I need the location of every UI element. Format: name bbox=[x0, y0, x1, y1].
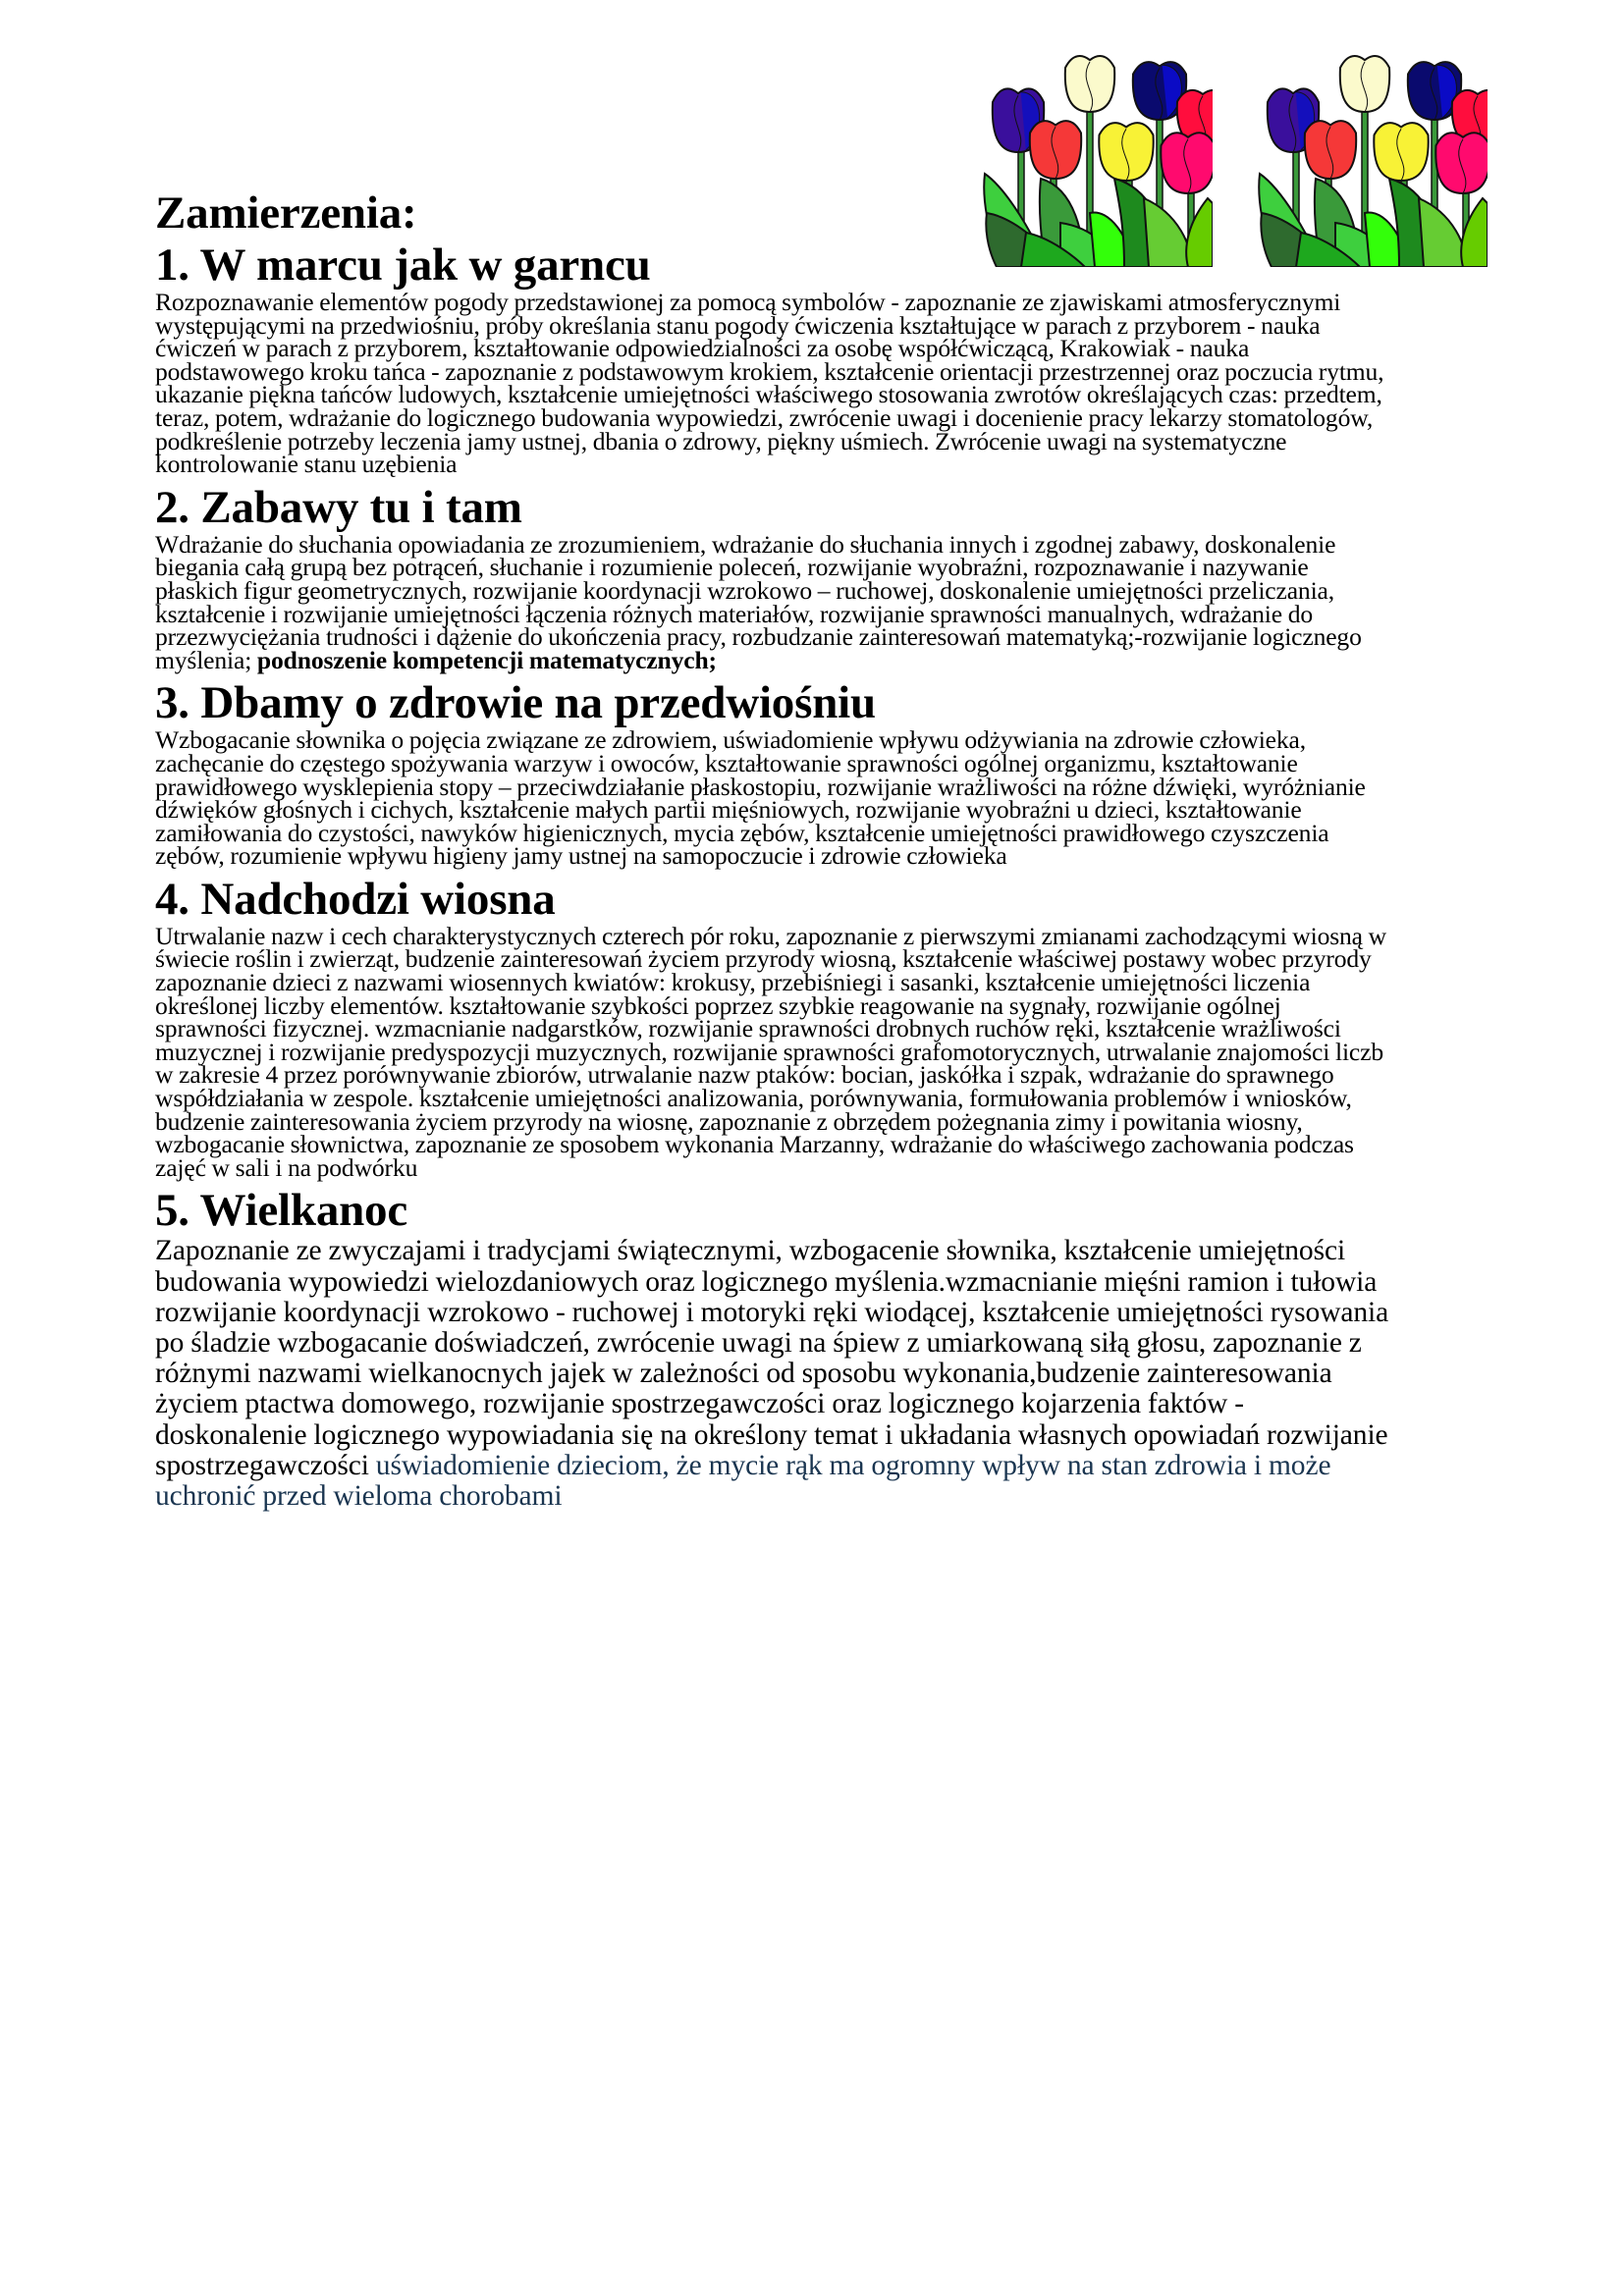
section-5 bbox=[155, 1185, 1392, 1512]
tulip-yellow bbox=[1099, 123, 1153, 181]
section-heading: 2. Zabawy tu i tam bbox=[155, 481, 522, 533]
section-body-bold: podnoszenie kompetencji matematycznych; bbox=[256, 645, 717, 674]
tulip-pink bbox=[1161, 133, 1213, 193]
leaf bbox=[1419, 198, 1466, 267]
section-heading: 5. Wielkanoc bbox=[155, 1185, 408, 1237]
tulip-pink bbox=[1435, 133, 1488, 193]
tulip-red bbox=[1305, 121, 1356, 179]
section-heading: 1. W marcu jak w garncu bbox=[155, 240, 651, 291]
section-4 bbox=[155, 874, 1392, 1180]
section-heading: 3. Dbamy o zdrowie na przedwiośniu bbox=[155, 677, 876, 729]
section-3 bbox=[155, 677, 1392, 871]
section-body-text: Zapoznanie ze zwyczajami i tradycjami świątecznymi, wzbogacenie słownika, kształcenie umiejętności budowania wypowiedzi wielozdaniowych oraz logicznego myślenia.wzmacnianie mięśni ramion i tułowia rozwijanie koordynacji wzrokowo - ruchowej i motoryki ręki wiodącej, kształcenie umiejętności rysowania po śladzie wzbogacanie doświadczeń, zwrócenie uwagi na śpiew z umiarkowaną siłą głosu, zapoznanie z różnymi nazwami wielkanocnych jajek w zależności od sposobu wykonania,budzenie zainteresowania życiem ptactwa domowego, rozwijanie spostrzegawczości oraz logicznego kojarzenia faktów - doskonalenie logicznego wypowiadania się na określony temat i układania własnych opowiadań rozwijanie spostrzegawczości bbox=[155, 1235, 1389, 1481]
document-title: Zamierzenia: bbox=[155, 187, 417, 239]
document-page bbox=[155, 187, 1392, 1518]
tulip-pale-yellow bbox=[1065, 56, 1114, 112]
tulip-pale-yellow bbox=[1340, 56, 1389, 112]
section-body: Wzbogacanie słownika o pojęcia związane ze zdrowiem, uświadomienie wpływu odżywiania na zdrowie człowieka, zachęcanie do częstego spożywania warzyw i owoców, kształtowanie sprawności ogólnej organizmu, kształtowanie prawidłowego wysklepienia stopy – przeciwdziałanie płaskostopiu, rozwijanie wrażliwości na różne dźwięki, wyróżnianie dźwięków głośnych i cichych, kształcenie małych partii mięśniowych, rozwijanie wyobraźni u dzieci, kształtowanie zamiłowania do czystości, nawyków higienicznych, mycia zębów, kształcenie umiejętności prawidłowego czyszczenia zębów, rozumienie wpływu higieny jamy ustnej na samopoczucie i zdrowie człowieka bbox=[155, 725, 1366, 871]
section-1 bbox=[155, 240, 1392, 479]
section-body bbox=[155, 1236, 1392, 1512]
section-body: Utrwalanie nazw i cech charakterystycznych czterech pór roku, zapoznanie z pierwszymi zmianami zachodzącymi wiosną w świecie roślin i zwierząt, budzenie zainteresowań życiem przyrody wiosną, kształcenie właściwej postawy wobec przyrody zapoznanie dzieci z nazwami wiosennych kwiatów: krokusy, przebiśniegi i sasanki, kształcenie umiejętności liczenia określonej liczby elementów. kształtowanie szybkości poprzez szybkie reagowanie na sygnały, rozwijanie ogólnej sprawności fizycznej. wzmacnianie nadgarstków, rozwijanie sprawności drobnych ruchów ręki, kształcenie wrażliwości muzycznej i rozwijanie predyspozycji muzycznych, rozwijanie sprawności grafomotorycznych, utrwalanie znajomości liczb w zakresie 4 przez porównywanie zbiorów, utrwalanie nazw ptaków: bocian, jaskółka i szpak, wdrażanie do sprawnego współdziałania w zespole. kształcenie umiejętności analizowania, porównywania, formułowania problemów i wniosków, budzenie zainteresowania życiem przyrody na wiosnę, zapoznanie z obrzędem pożegnania zimy i powitania wiosny, wzbogacanie słownictwa, zapoznanie ze sposobem wykonania Marzanny, wdrażanie do właściwego zachowania podczas zajęć w sali i na podwórku bbox=[155, 921, 1386, 1182]
section-body-highlight: uświadomienie dzieciom, że mycie rąk ma ogromny wpływ na stan zdrowia i może uchronić przed wieloma chorobami bbox=[155, 1449, 1331, 1513]
tulip-yellow bbox=[1374, 123, 1428, 181]
section-2 bbox=[155, 482, 1392, 672]
section-body: Rozpoznawanie elementów pogody przedstawionej za pomocą symbolów - zapoznanie ze zjawiskami atmosferycznymi występującymi na przedwiośniu, próby określania stanu pogody ćwiczenia kształtujące w parach z przyborem - nauka ćwiczeń w parach z przyborem, kształtowanie odpowiedzialności za osobę współćwiczącą, Krakowiak - nauka podstawowego kroku tańca - zapoznanie z podstawowym krokiem, kształcenie orientacji przestrzennej oraz poczucia rytmu, ukazanie piękna tańców ludowych, kształcenie umiejętności właściwego stosowania zwrotów określających czas: przedtem, teraz, potem, wdrażanie do logicznego budowania wypowiedzi, zwrócenie uwagi i docenienie pracy lekarzy stomatologów, podkreślenie potrzeby leczenia jamy ustnej, dbania o zdrowy, piękny uśmiech. Zwrócenie uwagi na systematyczne kontrolowanie stanu uzębienia bbox=[155, 288, 1384, 479]
tulip-red bbox=[1030, 121, 1081, 179]
section-body bbox=[155, 529, 1392, 674]
section-body-text: Wdrażanie do słuchania opowiadania ze zrozumieniem, wdrażanie do słuchania innych i zgodnej zabawy, doskonalenie biegania całą grupą bez potrąceń, słuchanie i rozumienie poleceń, rozwijanie wyobraźni, rozpoznawanie i nazywanie płaskich figur geometrycznych, rozwijanie koordynacji wzrokowo – ruchowej, doskonalenie umiejętności przeliczania, kształcenie i rozwijanie umiejętności łączenia różnych materiałów, rozwijanie sprawności manualnych, wdrażanie do przezwyciężania trudności i dążenie do ukończenia pracy, rozbudzanie zainteresowań matematyką;-rozwijanie logicznego myślenia; bbox=[155, 529, 1362, 674]
section-heading: 4. Nadchodzi wiosna bbox=[155, 873, 556, 925]
